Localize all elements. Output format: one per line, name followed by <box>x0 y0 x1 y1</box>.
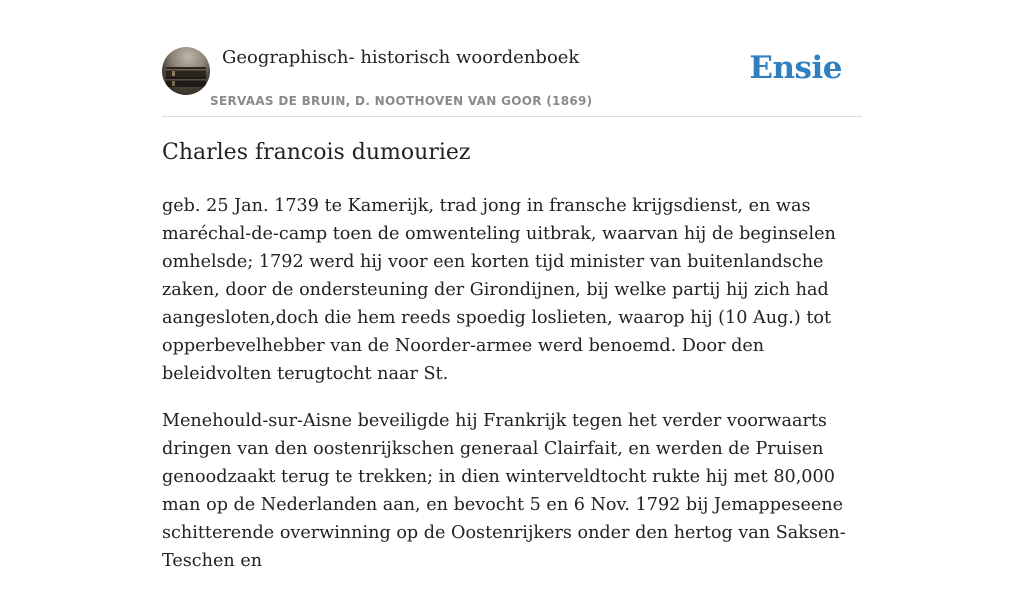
book-cover-image[interactable] <box>162 47 210 95</box>
ensie-logo-link[interactable]: Ensie <box>749 50 842 86</box>
book-stack-icon <box>162 47 210 95</box>
entry-paragraph: Menehould-sur-Aisne beveiligde hij Frankrijk tegen het verder voorwaarts dringen van den oostenrijkschen generaal Clairfait, en werden de Pruisen genoodzaakt terug te trekken; in dien winterveldtocht rukte hij met 80,000 man op de Nederlanden aan, en bevocht 5 en 6 Nov. 1792 bij Jemappeseene schitterende overwinning op de Oostenrijkers onder den hertog van Saksen-Teschen en <box>162 411 846 571</box>
source-header <box>162 40 862 117</box>
book-title[interactable]: Geographisch- historisch woordenboek <box>222 47 580 68</box>
entry-body <box>162 192 862 594</box>
entry-paragraph: geb. 25 Jan. 1739 te Kamerijk, trad jong in fransche krijgsdienst, en was maréchal-de-camp toen de omwenteling uitbrak, waarvan hij de beginselen omhelsde; 1792 werd hij voor een korten tijd minister van buitenlandsche zaken, door de ondersteuning der Girondijnen, bij welke partij hij zich had aangesloten,doch die hem reeds spoedig loslieten, waarop hij (10 Aug.) tot opperbevelhebber van de Noorder-armee werd benoemd. Door den beleidvolten terugtocht naar St. <box>162 196 836 384</box>
entry-title: Charles francois dumouriez <box>162 140 471 165</box>
book-author: SERVAAS DE BRUIN, D. NOOTHOVEN VAN GOOR (1869) <box>210 94 593 108</box>
